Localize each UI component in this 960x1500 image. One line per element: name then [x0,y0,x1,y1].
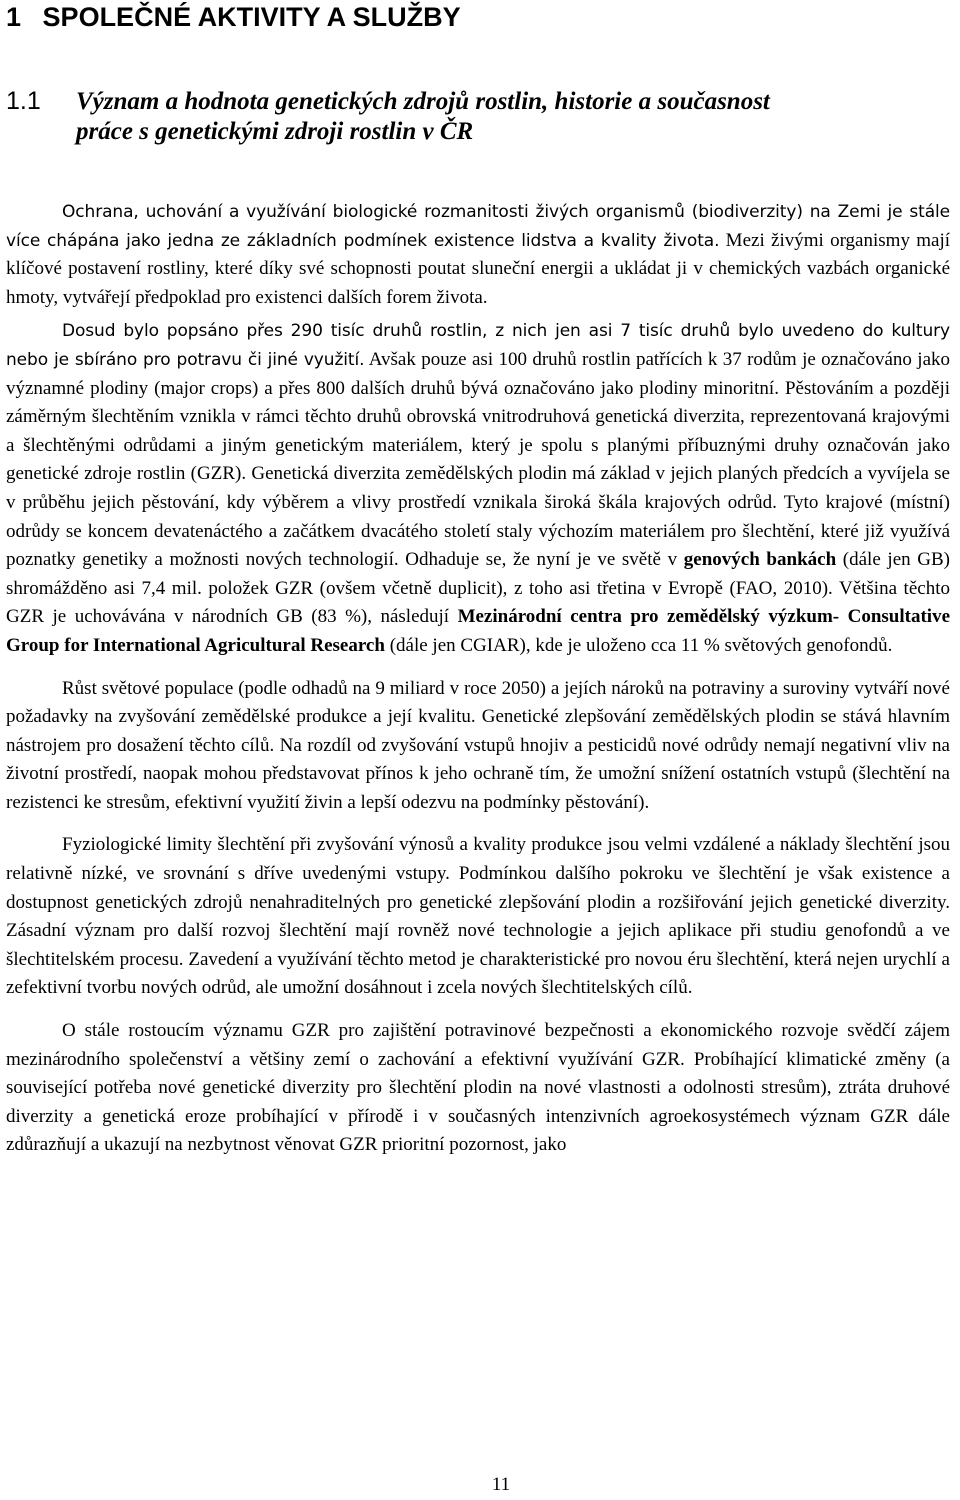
section-title-line-1: Význam a hodnota genetických zdrojů rostlin, historie a současnost [76,88,770,115]
chapter-number: 1 [6,2,22,32]
page-number: 11 [491,1474,511,1495]
section-title-line-2: práce s genetickými zdroji rostlin v ČR [76,118,474,145]
chapter-heading [6,2,461,33]
paragraph-3: Růst světové populace (podle odhadů na 9 miliard v roce 2050) a jejích nároků na potraviny a suroviny vytváří nové požadavky na zvyšování zemědělské produkce a její kvalitu. Genetické zlepšování zemědělských plodin se stává hlavním nástrojem pro dosažení těchto cílů. Na rozdíl od zvyšování vstupů hnojiv a pesticidů nové odrůdy nemají negativní vliv na životní prostředí, naopak mohou představovat přínos k jeho ochraně tím, že umožní snížení ostatních vstupů (šlechtění na rezistenci ke stresům, efektivní využití živin a lepší odezvu na podmínky pěstování). [6,677,950,813]
paragraph-1-rest: Mezi živými organismy mají klíčové postavení rostliny, které díky své schopnosti poutat sluneční energii a ukládat ji v chemických vazbách organické hmoty, vytvářejí předpoklad pro existenci dalších forem života. [6,229,950,308]
paragraph-5: O stále rostoucím významu GZR pro zajištění potravinové bezpečnosti a ekonomického rozvoje svědčí zájem mezinárodního společenství a většiny zemí o zachování a efektivní využívání GZR. Probíhající klimatické změny (a související potřeba nové genetické diverzity pro šlechtění plodin na nové vlastnosti a odolnosti stresům), ztráta druhové diverzity a genetická eroze probíhající v přírodě i v současných intenzivních agroekosystémech význam GZR dále zdůrazňují a ukazují na nezbytnost věnovat GZR prioritní pozornost, jako [6,1020,950,1156]
paragraph-1 [6,198,950,312]
paragraph-1-intro: Ochrana, uchování a využívání biologické rozmanitosti živých organismů (biodiverzity) na Zemi je stále více chápána jako jedna ze základních podmínek existence lidstva a kvality života. [6,202,950,251]
paragraph-2 [6,317,950,660]
bold-term-cgiar: Mezinárodní centra pro zemědělský výzkum- Consultative Group for International Agricultural Research [6,606,950,656]
section-number: 1.1 [6,87,41,115]
paragraph-2-text-c: (dále jen CGIAR), kde je uloženo cca 11 % světových genofondů. [384,634,893,656]
paragraph-2-intro: Dosud bylo popsáno přes 290 tisíc druhů rostlin, z nich jen asi 7 tisíc druhů bylo uvedeno do kultury nebo je sbíráno pro potravu či jiné využití. [6,321,950,370]
paragraph-2-text-b: (dále jen GB) shromážděno asi 7,4 mil. položek GZR (ovšem včetně duplicit), z toho asi třetina v Evropě (FAO, 2010). Většina těchto GZR je uchovávána v národních GB (83 %), následují [6,549,951,628]
paragraph-2-text-a: Avšak pouze asi 100 druhů rostlin patřících k 37 rodům je označováno jako významné plodiny (major crops) a přes 800 dalších druhů bývá označováno jako plodiny minoritní. Pěstováním a později záměrným šlechtěním vznikla v rámci těchto druhů obrovská vnitrodruhová genetická diverzita, reprezentovaná krajovými a šlechtěnými odrůdami a jiným genetickým materiálem, který je spolu s planými příbuznými druhy označován jako genetické zdroje rostlin (GZR). Genetická diverzita zemědělských plodin má základ v jejich planých předcích a vyvíjela se v průběhu jejich pěstování, kdy výběrem a vlivy prostředí vznikala široká škála krajových odrůd. Tyto krajové (místní) odrůdy se koncem devatenáctého a začátkem dvacátého století staly výchozím materiálem pro šlechtění, které již využívá poznatky genetiky a možnosti nových technologií. Odhaduje se, že nyní je ve světě v [6,348,950,571]
chapter-title: SPOLEČNÉ AKTIVITY A SLUŽBY [42,2,461,32]
body-text [6,198,950,1160]
bold-term-gene-banks: genových bankách [683,549,837,571]
section-heading [6,86,950,147]
paragraph-4: Fyziologické limity šlechtění při zvyšování výnosů a kvality produkce jsou velmi vzdálené a náklady šlechtění jsou relativně nízké, ve srovnání s dříve uvedenými vstupy. Podmínkou dalšího pokroku ve šlechtění je však existence a dostupnost genetických zdrojů nenahraditelných pro genetické zlepšování plodin a rozšiřování jejich genetické diverzity. Zásadní význam pro další rozvoj šlechtění mají rovněž nové technologie a jejich aplikace při studiu genofondů a ve šlechtitelském procesu. Zavedení a využívání těchto metod je charakteristické pro novou éru šlechtění, která nejen urychlí a zefektivní tvorbu nových odrůd, ale umožní dosáhnout i zcela nových šlechtitelských cílů. [6,834,950,999]
